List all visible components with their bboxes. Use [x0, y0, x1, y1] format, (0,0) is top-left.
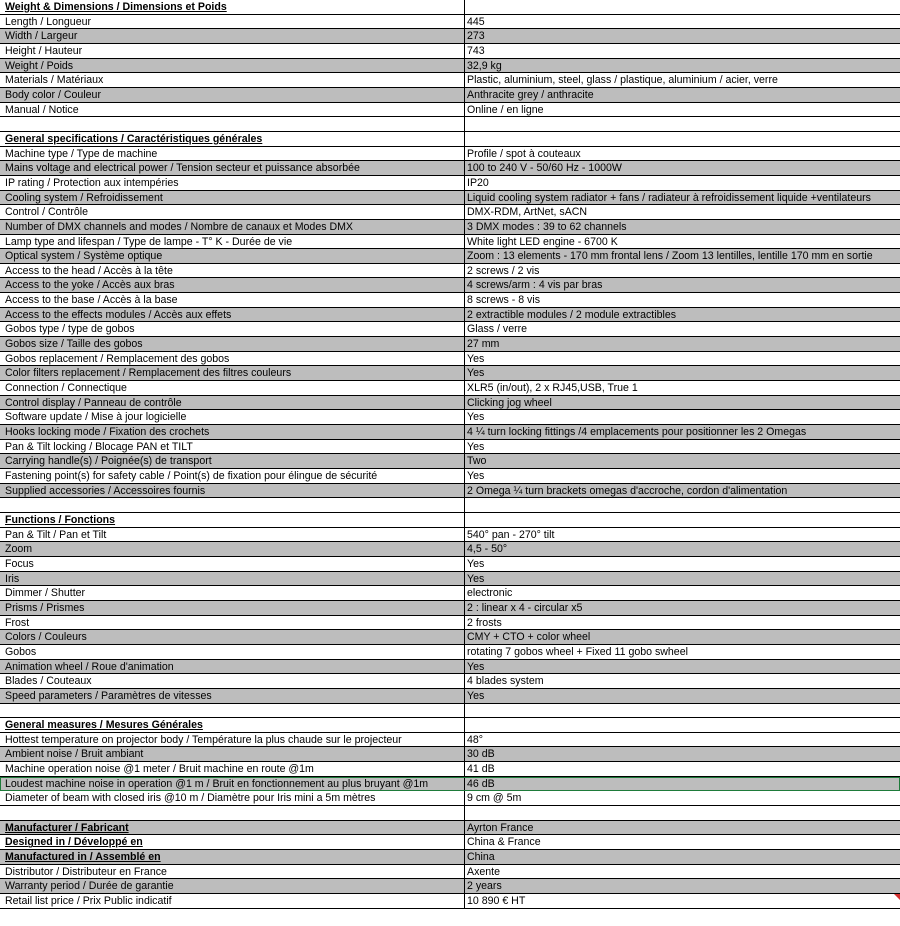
label-cell[interactable]: Materials / Matériaux	[0, 73, 465, 87]
value-cell[interactable]: 46 dB	[467, 777, 495, 790]
value-cell[interactable]: 2 : linear x 4 - circular x5	[467, 601, 583, 614]
label-cell[interactable]: Designed in / Développé en	[0, 835, 465, 849]
spec-row[interactable]	[0, 865, 900, 880]
value-cell[interactable]: Yes	[467, 572, 485, 585]
label-cell[interactable]: Colors / Couleurs	[0, 630, 465, 644]
spec-row[interactable]	[0, 103, 900, 118]
value-cell[interactable]	[465, 0, 900, 14]
value-cell[interactable]: CMY + CTO + color wheel	[467, 631, 591, 644]
label-cell[interactable]: Gobos type / type de gobos	[0, 322, 465, 336]
value-cell[interactable]: Ayrton France	[467, 821, 534, 834]
label-cell[interactable]: Optical system / Système optique	[0, 249, 465, 263]
label-cell[interactable]: Hooks locking mode / Fixation des crochets	[0, 425, 465, 439]
value-cell[interactable]: 743	[467, 44, 485, 57]
spec-row[interactable]	[0, 528, 900, 543]
label-cell[interactable]: Gobos replacement / Remplacement des gobos	[0, 352, 465, 366]
value-cell[interactable]: DMX-RDM, ArtNet, sACN	[467, 206, 588, 219]
spec-row[interactable]	[0, 235, 900, 250]
spec-row[interactable]	[0, 733, 900, 748]
spec-row[interactable]	[0, 73, 900, 88]
label-cell[interactable]	[0, 806, 465, 820]
value-cell[interactable]: Yes	[467, 352, 485, 365]
label-cell[interactable]: Mains voltage and electrical power / Tension secteur et puissance absorbée	[0, 161, 465, 175]
spec-row[interactable]	[0, 821, 900, 836]
spec-row[interactable]	[0, 835, 900, 850]
value-cell[interactable]: Yes	[467, 557, 485, 570]
label-cell[interactable]: Prisms / Prismes	[0, 601, 465, 615]
value-cell[interactable]: 30 dB	[467, 748, 495, 761]
value-cell[interactable]: Two	[467, 455, 487, 468]
value-cell[interactable]: 4 ¼ turn locking fittings /4 emplacements pour positionner les 2 Omegas	[467, 426, 807, 439]
value-cell[interactable]: Axente	[467, 865, 500, 878]
value-cell[interactable]: 540° pan - 270° tilt	[467, 528, 555, 541]
label-cell[interactable]: Loudest machine noise in operation @1 m / Bruit en fonctionnement au plus bruyant @1m	[0, 777, 465, 791]
label-cell[interactable]: Diameter of beam with closed iris @10 m / Diamètre pour Iris mini a 5m mètres	[0, 791, 465, 805]
label-cell[interactable]: Dimmer / Shutter	[0, 586, 465, 600]
value-cell[interactable]: Clicking jog wheel	[467, 396, 552, 409]
label-cell[interactable]: Connection / Connectique	[0, 381, 465, 395]
label-cell[interactable]: Machine type / Type de machine	[0, 147, 465, 161]
value-cell[interactable]: 27 mm	[467, 338, 500, 351]
value-cell[interactable]: 9 cm @ 5m	[467, 792, 522, 805]
value-cell[interactable]: 48°	[467, 733, 484, 746]
spec-row[interactable]	[0, 396, 900, 411]
label-cell[interactable]: Access to the yoke / Accès aux bras	[0, 278, 465, 292]
spec-row[interactable]	[0, 264, 900, 279]
spec-row[interactable]	[0, 322, 900, 337]
label-cell[interactable]: Width / Largeur	[0, 29, 465, 43]
value-cell[interactable]: 4,5 - 50°	[467, 543, 508, 556]
spec-row[interactable]	[0, 777, 900, 792]
value-cell[interactable]: Profile / spot à couteaux	[467, 147, 581, 160]
spec-row[interactable]	[0, 147, 900, 162]
value-cell[interactable]: China	[467, 851, 495, 864]
label-cell[interactable]: Zoom	[0, 542, 465, 556]
label-cell[interactable]: Control display / Panneau de contrôle	[0, 396, 465, 410]
value-cell[interactable]: Yes	[467, 367, 485, 380]
spec-row[interactable]	[0, 674, 900, 689]
label-cell[interactable]: Speed parameters / Paramètres de vitesses	[0, 689, 465, 703]
value-cell[interactable]: Glass / verre	[467, 323, 528, 336]
spec-row[interactable]	[0, 381, 900, 396]
value-cell[interactable]: China & France	[467, 836, 541, 849]
value-cell[interactable]	[465, 132, 900, 146]
spec-row[interactable]	[0, 205, 900, 220]
value-cell[interactable]: Plastic, aluminium, steel, glass / plastique, aluminium / acier, verre	[467, 74, 778, 87]
label-cell[interactable]: Manual / Notice	[0, 103, 465, 117]
spec-row[interactable]	[0, 689, 900, 704]
label-cell[interactable]: Weight & Dimensions / Dimensions et Poids	[0, 0, 465, 14]
label-cell[interactable]: Machine operation noise @1 meter / Bruit machine en route @1m	[0, 762, 465, 776]
spec-row[interactable]	[0, 454, 900, 469]
comment-indicator-icon	[894, 894, 900, 900]
label-cell[interactable]: Control / Contrôle	[0, 205, 465, 219]
spec-row[interactable]	[0, 278, 900, 293]
label-cell[interactable]: Manufactured in / Assemblé en	[0, 850, 465, 864]
value-cell[interactable]: Online / en ligne	[467, 103, 544, 116]
value-cell[interactable]: 2 extractible modules / 2 module extractibles	[467, 308, 677, 321]
label-cell[interactable]: Number of DMX channels and modes / Nombre de canaux et Modes DMX	[0, 220, 465, 234]
label-cell[interactable]: Length / Longueur	[0, 15, 465, 29]
value-cell[interactable]: Yes	[467, 440, 485, 453]
value-cell[interactable]: Yes	[467, 689, 485, 702]
label-cell[interactable]: Access to the head / Accès à la tête	[0, 264, 465, 278]
spec-row[interactable]	[0, 366, 900, 381]
label-cell[interactable]: Gobos	[0, 645, 465, 659]
spec-row[interactable]	[0, 59, 900, 74]
spec-row[interactable]	[0, 586, 900, 601]
label-cell[interactable]: Lamp type and lifespan / Type de lampe - T° K - Durée de vie	[0, 235, 465, 249]
spec-row[interactable]	[0, 762, 900, 777]
value-cell[interactable]	[465, 117, 900, 131]
spec-row[interactable]	[0, 425, 900, 440]
spec-row[interactable]	[0, 879, 900, 894]
label-cell[interactable]: Focus	[0, 557, 465, 571]
label-cell[interactable]: Gobos size / Taille des gobos	[0, 337, 465, 351]
label-cell[interactable]: Cooling system / Refroidissement	[0, 191, 465, 205]
spec-row[interactable]	[0, 791, 900, 806]
spec-row[interactable]	[0, 542, 900, 557]
spec-row[interactable]	[0, 630, 900, 645]
label-cell[interactable]	[0, 117, 465, 131]
value-cell[interactable]: White light LED engine - 6700 K	[467, 235, 618, 248]
value-cell[interactable]: 2 Omega ¼ turn brackets omegas d'accroche, cordon d'alimentation	[467, 484, 788, 497]
value-cell[interactable]: 3 DMX modes : 39 to 62 channels	[467, 220, 627, 233]
label-cell[interactable]: Distributor / Distributeur en France	[0, 865, 465, 879]
value-cell[interactable]: XLR5 (in/out), 2 x RJ45,USB, True 1	[467, 382, 638, 395]
spec-row[interactable]	[0, 88, 900, 103]
value-cell[interactable]	[465, 718, 900, 732]
label-cell[interactable]: Blades / Couteaux	[0, 674, 465, 688]
label-cell[interactable]	[0, 498, 465, 512]
label-cell[interactable]: Height / Hauteur	[0, 44, 465, 58]
label-cell[interactable]: Fastening point(s) for safety cable / Point(s) de fixation pour élingue de sécurité	[0, 469, 465, 483]
value-cell[interactable]: 273	[467, 30, 485, 43]
label-cell[interactable]: General measures / Mesures Générales	[0, 718, 465, 732]
value-cell[interactable]: Yes	[467, 660, 485, 673]
label-cell[interactable]: Body color / Couleur	[0, 88, 465, 102]
value-cell[interactable]: 2 years	[467, 880, 502, 893]
spec-row[interactable]	[0, 484, 900, 499]
label-cell[interactable]: Warranty period / Durée de garantie	[0, 879, 465, 893]
value-cell[interactable]: 10 890 € HT	[467, 895, 526, 908]
spec-row[interactable]	[0, 29, 900, 44]
spec-row[interactable]	[0, 293, 900, 308]
spec-row[interactable]	[0, 747, 900, 762]
value-cell[interactable]: rotating 7 gobos wheel + Fixed 11 gobo swheel	[467, 645, 688, 658]
spec-row[interactable]	[0, 601, 900, 616]
spec-row[interactable]	[0, 191, 900, 206]
section-header[interactable]	[0, 0, 900, 15]
section-header[interactable]	[0, 718, 900, 733]
value-cell[interactable]: IP20	[467, 176, 489, 189]
value-cell[interactable]	[465, 704, 900, 718]
value-cell[interactable]: 4 blades system	[467, 675, 544, 688]
spec-row[interactable]	[0, 616, 900, 631]
spec-row[interactable]	[0, 308, 900, 323]
spec-row[interactable]	[0, 645, 900, 660]
value-cell[interactable]	[465, 513, 900, 527]
spec-row[interactable]	[0, 176, 900, 191]
label-cell[interactable]: Retail list price / Prix Public indicatif	[0, 894, 465, 908]
section-header[interactable]	[0, 132, 900, 147]
value-cell[interactable]: 100 to 240 V - 50/60 Hz - 1000W	[467, 162, 622, 175]
spacer-row[interactable]	[0, 704, 900, 719]
spec-row[interactable]	[0, 352, 900, 367]
value-cell[interactable]: Yes	[467, 411, 485, 424]
value-cell[interactable]: 41 dB	[467, 763, 495, 776]
spec-row[interactable]	[0, 220, 900, 235]
label-cell[interactable]: Weight / Poids	[0, 59, 465, 73]
value-cell[interactable]: 445	[467, 15, 485, 28]
label-cell[interactable]: Access to the effects modules / Accès aux effets	[0, 308, 465, 322]
label-cell[interactable]: Pan & Tilt / Pan et Tilt	[0, 528, 465, 542]
spec-row[interactable]	[0, 15, 900, 30]
value-cell[interactable]: 8 screws - 8 vis	[467, 294, 540, 307]
label-cell[interactable]: Animation wheel / Roue d'animation	[0, 660, 465, 674]
label-cell[interactable]: Frost	[0, 616, 465, 630]
spec-row[interactable]	[0, 850, 900, 865]
spacer-row[interactable]	[0, 498, 900, 513]
spec-row[interactable]	[0, 337, 900, 352]
label-cell[interactable]: Manufacturer / Fabricant	[0, 821, 465, 835]
value-cell[interactable]: Zoom : 13 elements - 170 mm frontal lens / Zoom 13 lentilles, lentille 170 mm en sortie	[467, 250, 873, 263]
label-cell[interactable]	[0, 704, 465, 718]
spec-row[interactable]	[0, 894, 900, 909]
label-cell[interactable]: IP rating / Protection aux intempéries	[0, 176, 465, 190]
spec-row[interactable]	[0, 249, 900, 264]
label-cell[interactable]: Pan & Tilt locking / Blocage PAN et TILT	[0, 440, 465, 454]
spec-row[interactable]	[0, 660, 900, 675]
label-cell[interactable]: Access to the base / Accès à la base	[0, 293, 465, 307]
spacer-row[interactable]	[0, 117, 900, 132]
spec-row[interactable]	[0, 572, 900, 587]
label-cell[interactable]: Ambient noise / Bruit ambiant	[0, 747, 465, 761]
label-cell[interactable]: Supplied accessories / Accessoires fournis	[0, 484, 465, 498]
spec-row[interactable]	[0, 44, 900, 59]
label-cell[interactable]: General specifications / Caractéristiques générales	[0, 132, 465, 146]
value-cell[interactable]: Anthracite grey / anthracite	[467, 88, 594, 101]
spec-row[interactable]	[0, 440, 900, 455]
spec-row[interactable]	[0, 557, 900, 572]
value-cell[interactable]: 4 screws/arm : 4 vis par bras	[467, 279, 603, 292]
spacer-row[interactable]	[0, 806, 900, 821]
label-cell[interactable]: Carrying handle(s) / Poignée(s) de transport	[0, 454, 465, 468]
value-cell[interactable]	[465, 806, 900, 820]
value-cell[interactable]: electronic	[467, 587, 513, 600]
value-cell[interactable]: Yes	[467, 470, 485, 482]
spec-row[interactable]	[0, 161, 900, 176]
label-cell[interactable]: Iris	[0, 572, 465, 586]
value-cell[interactable]: 2 screws / 2 vis	[467, 264, 540, 277]
value-cell[interactable]: Liquid cooling system radiator + fans / radiateur à refroidissement liquide +ventilateurs	[467, 191, 871, 204]
label-cell[interactable]: Hottest temperature on projector body / Température la plus chaude sur le projecteur	[0, 733, 465, 747]
spec-row[interactable]	[0, 469, 900, 484]
value-cell[interactable]: 2 frosts	[467, 616, 502, 629]
label-cell[interactable]: Software update / Mise à jour logicielle	[0, 410, 465, 424]
value-cell[interactable]	[465, 498, 900, 512]
label-cell[interactable]: Functions / Fonctions	[0, 513, 465, 527]
label-cell[interactable]: Color filters replacement / Remplacement des filtres couleurs	[0, 366, 465, 380]
section-header[interactable]	[0, 513, 900, 528]
spec-row[interactable]	[0, 410, 900, 425]
value-cell[interactable]: 32,9 kg	[467, 59, 502, 72]
